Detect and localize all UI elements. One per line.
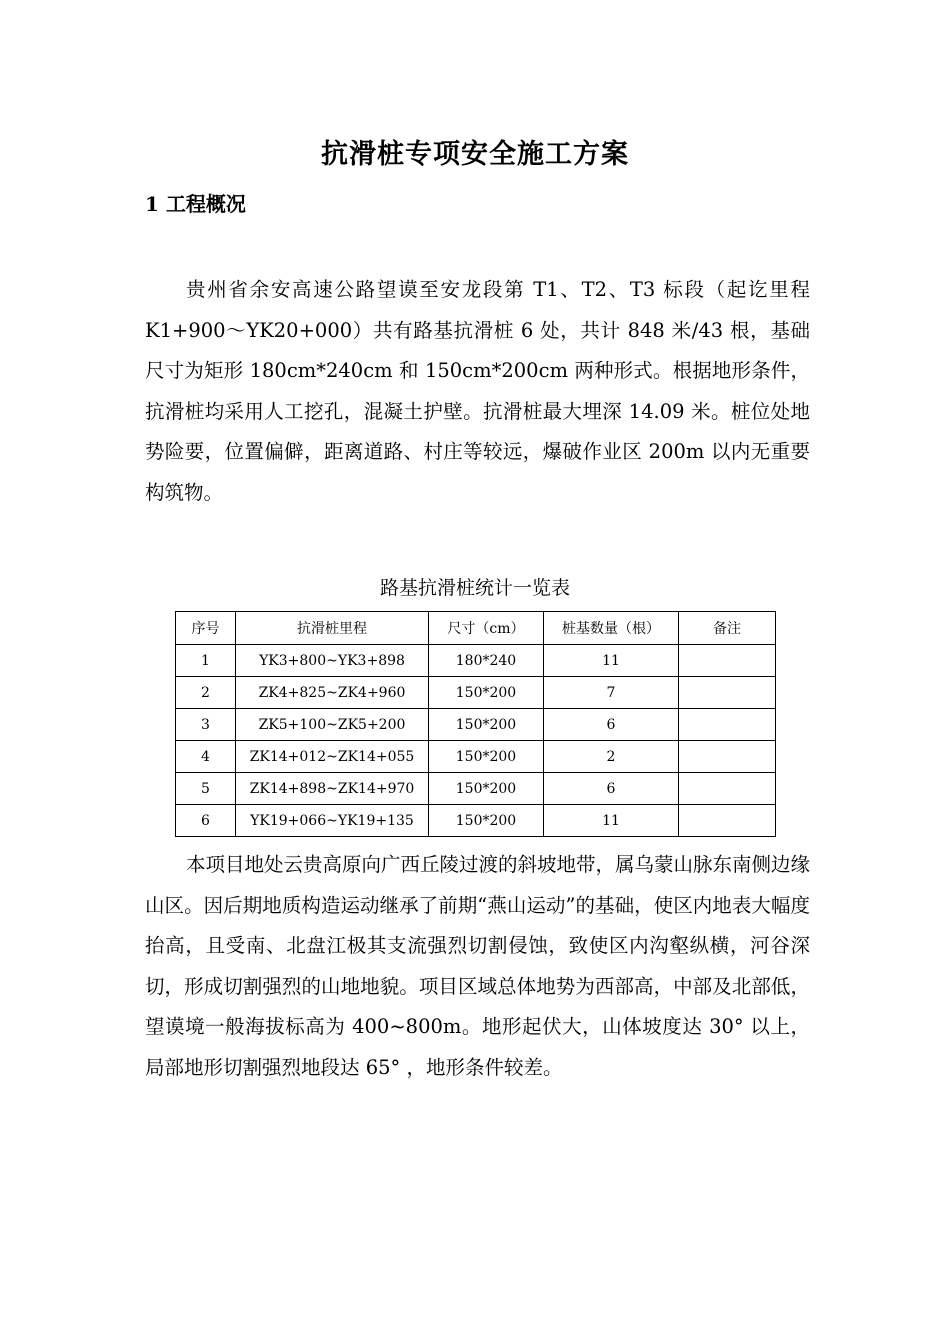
cell-remark [679,677,776,709]
pile-statistics-table [175,611,776,837]
table-header-row [176,612,776,645]
cell-index: 4 [176,741,236,773]
table-row [176,805,776,837]
cell-remark [679,645,776,677]
cell-mileage: ZK14+898~ZK14+970 [236,773,429,805]
document-title: 抗滑桩专项安全施工方案 [321,139,629,170]
cell-count: 11 [544,645,679,677]
cell-remark [679,805,776,837]
cell-index: 5 [176,773,236,805]
cell-mileage: YK3+800~YK3+898 [236,645,429,677]
paragraph-terrain: 本项目地处云贵高原向广西丘陵过渡的斜坡地带，属乌蒙山脉东南侧边缘山区。因后期地质构造运动继承了前期“燕山运动”的基础，使区内地表大幅度抬高，且受南、北盘江极其支流强烈切割侵蚀，致使区内沟壑纵横，河谷深切，形成切割强烈的山地地貌。项目区域总体地势为西部高，中部及北部低，望谟境一般海拔标高为 400~800m。地形起伏大，山体坡度达 30° 以上，局部地形切割强烈地段达 65° ，地形条件较差。 [145,853,811,1079]
cell-remark [679,709,776,741]
cell-index: 2 [176,677,236,709]
cell-index: 1 [176,645,236,677]
cell-size: 180*240 [429,645,544,677]
table-row [176,709,776,741]
header-index: 序号 [176,612,236,645]
cell-size: 150*200 [429,709,544,741]
table-row [176,677,776,709]
section-heading: 1 工程概况 [145,192,246,216]
cell-remark [679,773,776,805]
header-mileage: 抗滑桩里程 [236,612,429,645]
header-count: 桩基数量（根） [544,612,679,645]
cell-index: 6 [176,805,236,837]
cell-count: 11 [544,805,679,837]
cell-size: 150*200 [429,677,544,709]
cell-mileage: ZK5+100~ZK5+200 [236,709,429,741]
paragraph-overview: 贵州省余安高速公路望谟至安龙段第 T1、T2、T3 标段（起讫里程 K1+900～YK20+000）共有路基抗滑桩 6 处，共计 848 米/43 根，基础尺寸为矩形 180cm*240cm 和 150cm*200cm 两种形式。根据地形条件，抗滑桩均采用人工挖孔，混凝土护壁。抗滑桩最大埋深 14.09 米。桩位处地势险要，位置偏僻，距离道路、村庄等较远，爆破作业区 200m 以内无重要构筑物。 [145,278,810,504]
cell-count: 2 [544,741,679,773]
header-size: 尺寸（cm） [429,612,544,645]
cell-count: 7 [544,677,679,709]
header-remark: 备注 [679,612,776,645]
table-row [176,773,776,805]
cell-size: 150*200 [429,741,544,773]
table-row [176,741,776,773]
table-row [176,645,776,677]
cell-mileage: ZK14+012~ZK14+055 [236,741,429,773]
cell-count: 6 [544,709,679,741]
cell-size: 150*200 [429,773,544,805]
cell-remark [679,741,776,773]
cell-mileage: ZK4+825~ZK4+960 [236,677,429,709]
cell-mileage: YK19+066~YK19+135 [236,805,429,837]
table-caption: 路基抗滑桩统计一览表 [379,577,570,599]
cell-size: 150*200 [429,805,544,837]
cell-index: 3 [176,709,236,741]
cell-count: 6 [544,773,679,805]
